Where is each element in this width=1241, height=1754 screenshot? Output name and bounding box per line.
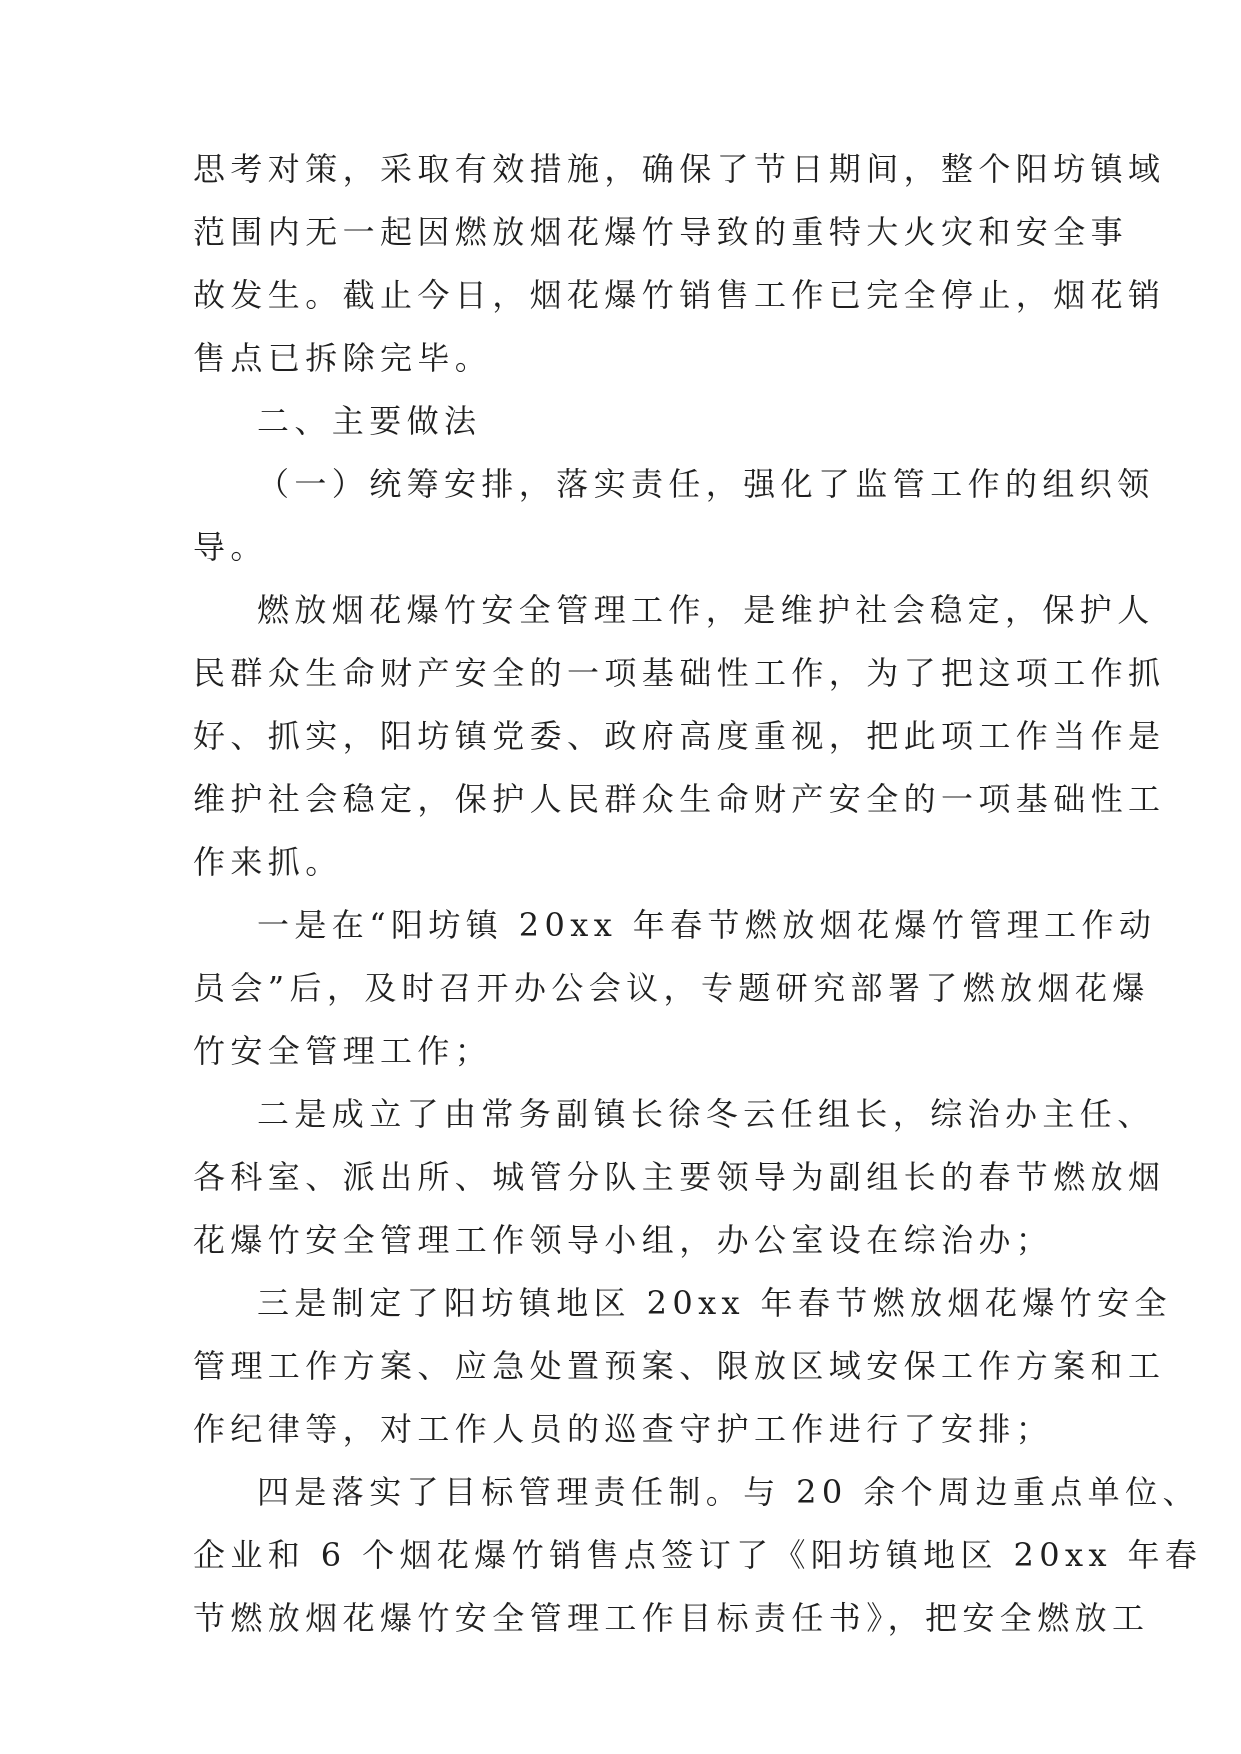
text-line: 作纪律等，对工作人员的巡查守护工作进行了安排； — [193, 1410, 1054, 1448]
subsection-heading: （一）统筹安排，落实责任，强化了监管工作的组织领 — [257, 465, 1155, 503]
text-line: 导。 — [193, 528, 268, 566]
text-line: 民群众生命财产安全的一项基础性工作，为了把这项工作抓 — [193, 654, 1166, 692]
section-heading: 二、主要做法 — [257, 402, 482, 440]
paragraph-start: 二是成立了由常务副镇长徐冬云任组长，综治办主任、 — [257, 1095, 1155, 1133]
text-line: 花爆竹安全管理工作领导小组，办公室设在综治办； — [193, 1221, 1054, 1259]
text-line: 作来抓。 — [193, 843, 343, 881]
paragraph-start: 三是制定了阳坊镇地区 20xx 年春节燃放烟花爆竹安全 — [257, 1284, 1172, 1322]
text-line: 员会”后，及时召开办公会议，专题研究部署了燃放烟花爆 — [193, 969, 1150, 1007]
paragraph-start: 燃放烟花爆竹安全管理工作，是维护社会稳定，保护人 — [257, 591, 1155, 629]
paragraph-start: 一是在“阳坊镇 20xx 年春节燃放烟花爆竹管理工作动 — [257, 906, 1157, 944]
text-line: 售点已拆除完毕。 — [193, 339, 493, 377]
text-line: 思考对策，采取有效措施，确保了节日期间，整个阳坊镇域 — [193, 150, 1166, 188]
text-line: 范围内无一起因燃放烟花爆竹导致的重特大火灾和安全事 — [193, 213, 1129, 251]
text-line: 节燃放烟花爆竹安全管理工作目标责任书》，把安全燃放工 — [193, 1599, 1150, 1637]
text-line: 管理工作方案、应急处置预案、限放区域安保工作方案和工 — [193, 1347, 1166, 1385]
text-line: 各科室、派出所、城管分队主要领导为副组长的春节燃放烟 — [193, 1158, 1166, 1196]
text-line: 企业和 6 个烟花爆竹销售点签订了《阳坊镇地区 20xx 年春 — [193, 1536, 1203, 1574]
text-line: 好、抓实，阳坊镇党委、政府高度重视，把此项工作当作是 — [193, 717, 1166, 755]
text-line: 竹安全管理工作； — [193, 1032, 493, 1070]
paragraph-start: 四是落实了目标管理责任制。与 20 余个周边重点单位、 — [257, 1473, 1200, 1511]
text-line: 故发生。截止今日，烟花爆竹销售工作已完全停止，烟花销 — [193, 276, 1166, 314]
text-line: 维护社会稳定，保护人民群众生命财产安全的一项基础性工 — [193, 780, 1166, 818]
